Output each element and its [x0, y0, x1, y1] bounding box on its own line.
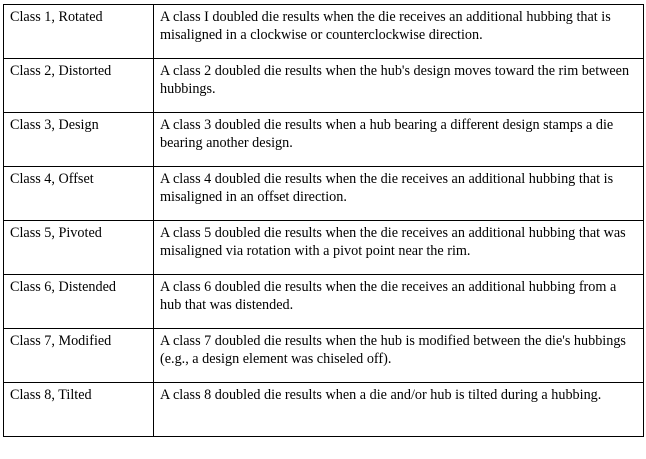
table-row: [4, 113, 644, 167]
table-row: [4, 167, 644, 221]
class-description-cell: A class 3 doubled die results when a hub bearing a different design stamps a die bearing another design.: [154, 113, 644, 167]
class-description-cell: A class 5 doubled die results when the die receives an additional hubbing that was misaligned via rotation with a pivot point near the rim.: [154, 221, 644, 275]
table-row: [4, 5, 644, 59]
class-name-cell: Class 5, Pivoted: [4, 221, 154, 275]
table-row: [4, 329, 644, 383]
table-row: [4, 275, 644, 329]
class-name-cell: Class 8, Tilted: [4, 383, 154, 437]
class-name-cell: Class 6, Distended: [4, 275, 154, 329]
doubled-die-classes-table: [3, 4, 644, 437]
class-name-cell: Class 7, Modified: [4, 329, 154, 383]
class-name-cell: Class 3, Design: [4, 113, 154, 167]
class-description-cell: A class 8 doubled die results when a die and/or hub is tilted during a hubbing.: [154, 383, 644, 437]
class-description-cell: A class 4 doubled die results when the die receives an additional hubbing that is misaligned in an offset direction.: [154, 167, 644, 221]
class-name-cell: Class 1, Rotated: [4, 5, 154, 59]
class-name-cell: Class 4, Offset: [4, 167, 154, 221]
table-row: [4, 59, 644, 113]
class-description-cell: A class 7 doubled die results when the hub is modified between the die's hubbings (e.g., a design element was chiseled off).: [154, 329, 644, 383]
table-row: [4, 221, 644, 275]
class-description-cell: A class 6 doubled die results when the die receives an additional hubbing from a hub that was distended.: [154, 275, 644, 329]
table-row: [4, 383, 644, 437]
class-description-cell: A class I doubled die results when the die receives an additional hubbing that is misaligned in a clockwise or counterclockwise direction.: [154, 5, 644, 59]
class-name-cell: Class 2, Distorted: [4, 59, 154, 113]
class-description-cell: A class 2 doubled die results when the hub's design moves toward the rim between hubbings.: [154, 59, 644, 113]
